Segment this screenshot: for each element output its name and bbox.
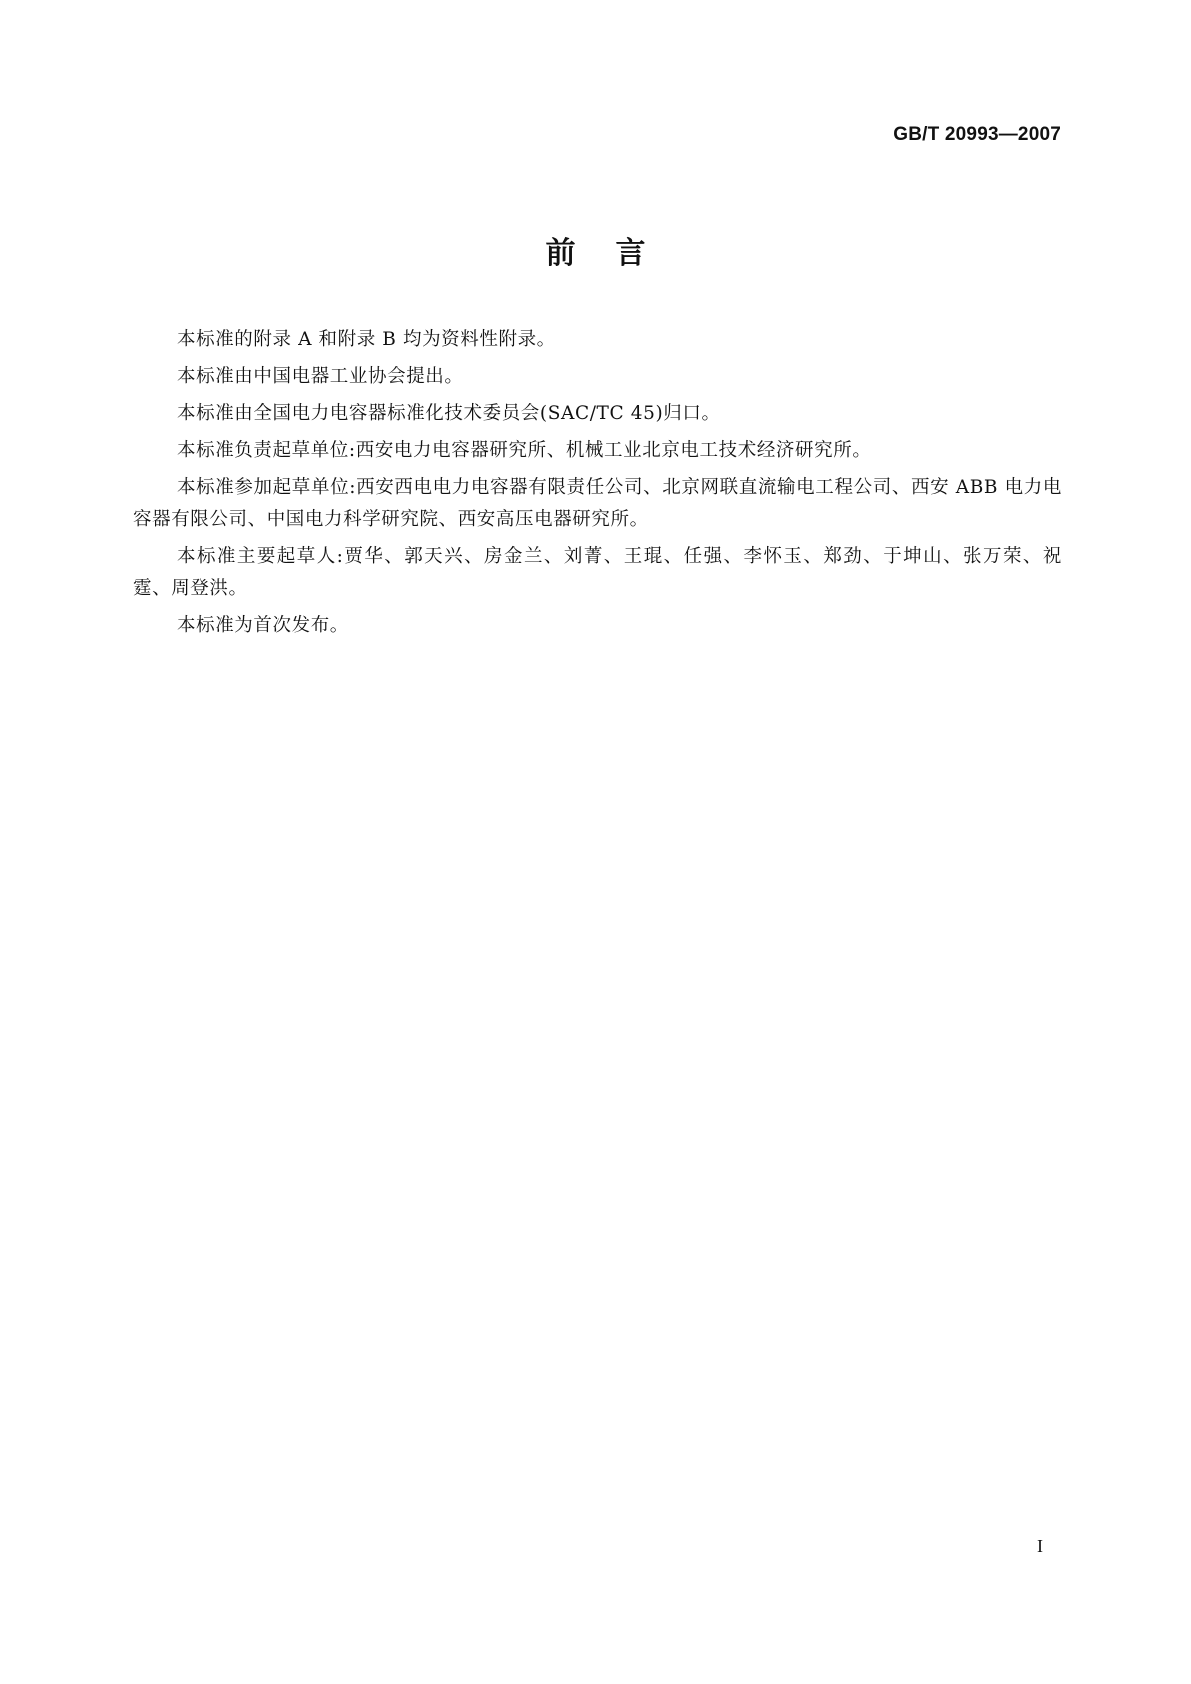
document-code: GB/T 20993—2007 — [893, 124, 1061, 145]
paragraph-participating-drafters: 本标准参加起草单位:西安西电电力电容器有限责任公司、北京网联直流输电工程公司、西安 ABB 电力电容器有限公司、中国电力科学研究院、西安高压电器研究所。 — [133, 477, 1062, 530]
foreword-body — [133, 324, 1062, 647]
paragraph-appendix: 本标准的附录 A 和附录 B 均为资料性附录。 — [177, 329, 556, 350]
paragraph-committee: 本标准由全国电力电容器标准化技术委员会(SAC/TC 45)归口。 — [177, 403, 721, 424]
page-number: I — [1037, 1536, 1043, 1556]
paragraph-first-release: 本标准为首次发布。 — [177, 615, 349, 636]
page-title: 前言 — [545, 236, 686, 271]
paragraph-proposer: 本标准由中国电器工业协会提出。 — [177, 366, 464, 387]
paragraph-main-authors: 本标准主要起草人:贾华、郭天兴、房金兰、刘菁、王琨、任强、李怀玉、郑劲、于坤山、张万荣、祝霆、周登洪。 — [133, 546, 1062, 599]
paragraph-lead-drafters: 本标准负责起草单位:西安电力电容器研究所、机械工业北京电工技术经济研究所。 — [177, 440, 872, 461]
